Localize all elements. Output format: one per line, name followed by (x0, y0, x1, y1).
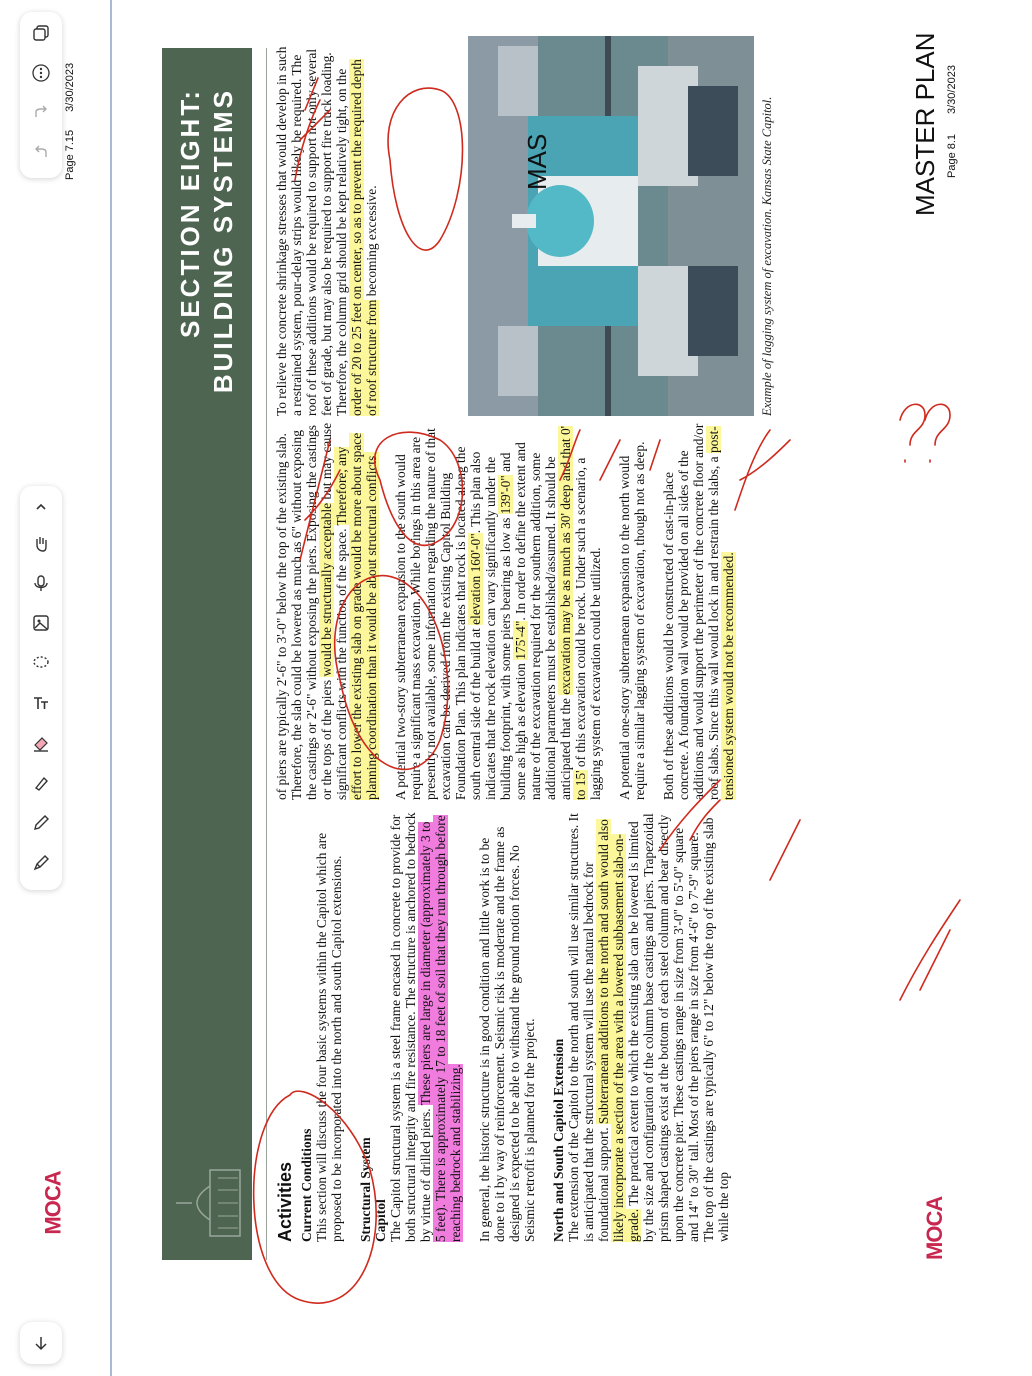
redo-icon[interactable] (26, 98, 56, 128)
text-column-3 (274, 46, 393, 416)
microphone-icon[interactable] (26, 568, 56, 598)
extension-text: The extension of the Capitol to the north and south will use similar structures. It is anticipated that the structural system will use the natural bedrock for foundational support. Subterranean additions to the north and south would also likely incorporate a section of the area with a lowered subbasement slab-on-grade. The practical extent to which the existing slab can be lowered is limited by the size and configuration of the column base castings and piers. Trapezoidal prism shaped castings exist at the bottom of each steel column and bear directly upon the concrete pier. These castings range in size from 3'-0" to 5'-0" square and 14" to 30" tall. Most of the piers range in size from 4'-6" to 7'-9" square. The top of the castings are typically 6" to 12" below the top of the existing slab while the top (566, 813, 731, 1242)
pink-highlight: These piers are large in diameter (approximately 3 to 5 feet). There is approximately 17 to 18 feet of soil that they run through before reaching bedrock and stabilizing. (418, 815, 463, 1242)
page-date: 3/30/2023 (946, 65, 958, 114)
undo-icon[interactable] (26, 138, 56, 168)
divider (266, 48, 267, 1260)
structural-text-2: In general, the historic structure is in good condition and little work is to be done to it by way of reinforcement. Seismic risk is moderate and the frame as designed is expected to be able to withstand the ground motion forces. No Seismic retrofit is planned for the project. (477, 826, 537, 1242)
current-conditions-text: This section will discuss the four basic systems within the Capitol which are proposed to be incorporated into the north and south Capitol extensions. (314, 832, 344, 1242)
text-column-2 (274, 422, 750, 800)
eraser-icon[interactable] (26, 728, 56, 758)
col2-text-4: Both of these additions would be constructed of cast-in-place concrete. A foundation wall would be provided on all sides of the additions and would support the perimeter of the concrete floor and/or roof slabs. Since this wall would lock in and restrain the slabs, a post-tensioned system would not be recommended. (661, 423, 736, 800)
text-column-1 (274, 812, 745, 1242)
moca-logo: MOCA (922, 1196, 947, 1260)
extension-heading: North and South Capitol Extension (551, 1038, 566, 1242)
image-icon[interactable] (26, 608, 56, 638)
section-banner (162, 48, 252, 1260)
prev-plan-title: MAS (522, 133, 552, 190)
page-actions (20, 12, 62, 178)
photo-caption: Example of lagging system of excavation. Kansas State Capitol. (760, 96, 774, 416)
col2-text-3: A potential one-story subterranean expansion to the north would require a similar lagging system of excavation, though not as deep. (617, 441, 647, 800)
structural-system-heading: Structural System (358, 1137, 373, 1242)
page-number: Page 8.1 (946, 133, 958, 178)
capitol-logo (170, 1166, 244, 1240)
previous-page (1000, 0, 1032, 1376)
document-page[interactable] (110, 0, 1000, 1376)
pen-icon[interactable] (26, 848, 56, 878)
text-icon[interactable] (26, 688, 56, 718)
lasso-icon[interactable] (26, 648, 56, 678)
master-plan-title: MASTER PLAN (910, 32, 940, 216)
prev-page-date: 3/30/2023 (64, 62, 76, 112)
section-title: SECTION EIGHT: (175, 88, 205, 339)
yellow-highlight: Subterranean additions to the north and south would also likely incorporate a section of the area with a lowered subbasement slab-on-grade. (596, 819, 641, 1242)
section-subtitle: BUILDING SYSTEMS (208, 88, 238, 394)
moca-logo-left: MOCA (40, 1171, 66, 1235)
chevron-icon[interactable] (26, 492, 56, 522)
prev-page-number: Page 7.15 (64, 129, 76, 180)
prev-page-meta (60, 63, 78, 180)
pencil-icon[interactable] (26, 808, 56, 838)
top-edge (0, 0, 1032, 10)
scroll-down-button[interactable] (20, 1322, 62, 1364)
capitol-heading: Capitol (373, 1199, 388, 1242)
prev-page-footer (522, 130, 556, 190)
structural-text-1: The Capitol structural system is a steel frame encased in concrete to provide for both structural integrity and fire resistance. The structure is anchored to bedrock by virtue of drilled piers. These piers are large in diameter (approximately 3 to 5 feet). There is approximately 17 to 18 feet of soil that they run through before reaching bedrock and stabilizing. (388, 812, 463, 1242)
col2-text-2: A potential two-story subterranean expansion to the south would require a significant mass excavation. While borings in this area are presently not available, some information regarding the nature of that excavation can be derived from the existing Capitol Building Foundation Plan. This plan indicates that rock is located along the south central side of the build at elevation 160'-0". This plan also indicates that the rock elevation can vary significantly under the building footprint, with some piers bearing as low as 139'-0" and some as high as elevation 175'-4". In order to define the extent and nature of the excavation required for the southern addition, some additional parameters must be established/assumed. It should be anticipated that the excavation may be as much as 30' deep and that 0' to 15' of this excavation could be rock. Under such a scenario, a lagging system of excavation could be utilized. (393, 425, 603, 800)
copy-pages-icon[interactable] (26, 18, 56, 48)
col2-text-1: of piers are typically 2'-6" to 3'-0" below the top of the existing slab. Therefore, the slab could be lowered as much as 6" without exposing the castings or 2'-6" without exposing the piers. Exposing the castings or the tops of the piers would be structurally acceptable but may cause significant conflicts with the function of the space. Therefore, any effort to lower the existing slab on grade would be more about space planning coordination than it would be about structural conflicts. (274, 422, 379, 800)
arrow-down-icon (32, 1334, 50, 1352)
more-icon[interactable] (26, 58, 56, 88)
hand-icon[interactable] (26, 528, 56, 558)
activities-heading: Activities (275, 1161, 295, 1242)
highlighter-icon[interactable] (26, 768, 56, 798)
annotation-toolbar (20, 486, 62, 890)
col3-text-1: To relieve the concrete shrinkage stresses that would develop in such a restrained system, pour-delay strips would likely be required. The roof of these additions would be required to support not only several feet of grade, but may also be required to support fire truck loading. Therefore, the column grid should be kept relatively tight, on the order of 20 to 25 feet on center, so as to prevent the required depth of roof structure from becoming excessive. (274, 46, 379, 416)
excavation-photo (468, 36, 754, 416)
current-conditions-heading: Current Conditions (299, 1128, 314, 1242)
